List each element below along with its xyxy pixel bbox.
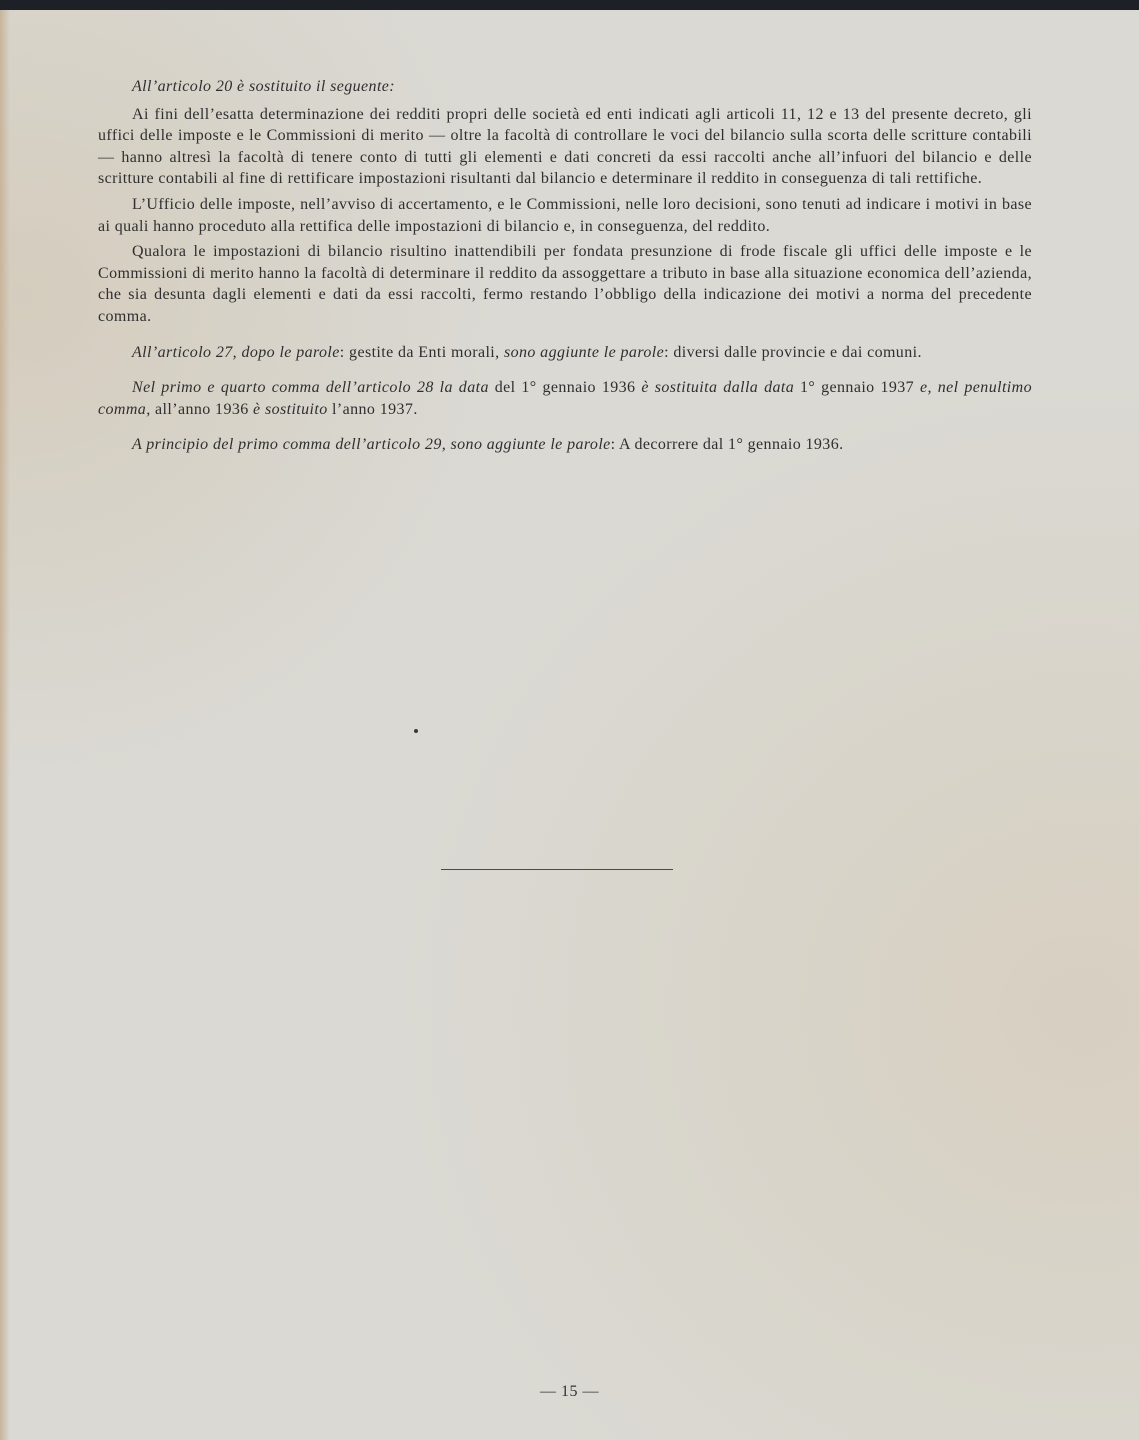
art27-tail: : diversi dalle provincie e dai comuni. <box>664 343 922 361</box>
page-number: — 15 — <box>540 1383 599 1400</box>
paragraph-article-29 <box>98 434 1032 456</box>
art28-tail: l’anno 1937. <box>327 400 418 418</box>
paragraph-2: L’Ufficio delle imposte, nell’avviso di accertamento, e le Commissioni, nelle loro decisioni, sono tenuti ad indicare i motivi in base ai quali hanno proceduto alla rettifica delle impostazioni di bilancio e, in conseguenza, del reddito. <box>98 195 1032 235</box>
paper-speck <box>414 729 418 733</box>
document-body <box>98 76 1032 456</box>
separator-rule <box>441 869 673 870</box>
art28-lead: Nel primo e quarto comma dell’articolo 28 la data <box>132 379 489 397</box>
art28-text-1: del 1° gennaio 1936 <box>488 379 642 397</box>
art29-tail: : A decorrere dal 1° gennaio 1936. <box>610 436 844 454</box>
section-heading: All’articolo 20 è sostituito il seguente: <box>132 78 396 95</box>
paragraph-3: Qualora le impostazioni di bilancio risultino inattendibili per fondata presunzione di frode fiscale gli uffici delle imposte e le Commissioni di merito hanno la facoltà di determinare il reddito da assoggettare a tributo in base alla situazione economica dell’azienda, che sia desunta dagli elementi e dati da essi raccolti, fermo restando l’obbligo della indicazione dei motivi a norma del precedente comma. <box>98 243 1032 325</box>
art29-lead: A principio del primo comma dell’articolo 29, sono aggiunte le parole <box>132 436 611 454</box>
art28-text-2: 1° gennaio 1937 <box>794 379 920 397</box>
art28-mid-2: e, nel penultimo comma, <box>98 379 1032 418</box>
art28-text-3: all’anno 1936 <box>150 400 254 418</box>
art27-text: : gestite da Enti morali, <box>339 343 504 361</box>
paragraph-article-27 <box>98 342 1032 364</box>
paragraph-article-28 <box>98 377 1032 420</box>
art28-mid-1: è sostituita dalla data <box>641 379 795 397</box>
art27-lead: All’articolo 27, dopo le parole <box>132 343 340 361</box>
paragraph-1: Ai fini dell’esatta determinazione dei redditi propri delle società ed enti indicati agli articoli 11, 12 e 13 del presente decreto, gli uffici delle imposte e le Commissioni di merito — oltre la facoltà di controllare le voci del bilancio sulla scorta delle scritture contabili — hanno altresì la facoltà di tenere conto di tutti gli elementi e dati concreti da essi raccolti anche all’infuori del bilancio e delle scritture contabili al fine di rettificare impostazioni risultanti dal bilancio e determinare il reddito in conseguenza di tali rettifiche. <box>98 105 1032 188</box>
art28-mid-3: è sostituito <box>253 400 328 418</box>
page-binding-edge <box>0 10 10 1440</box>
art27-mid: sono aggiunte le parole <box>503 343 665 361</box>
